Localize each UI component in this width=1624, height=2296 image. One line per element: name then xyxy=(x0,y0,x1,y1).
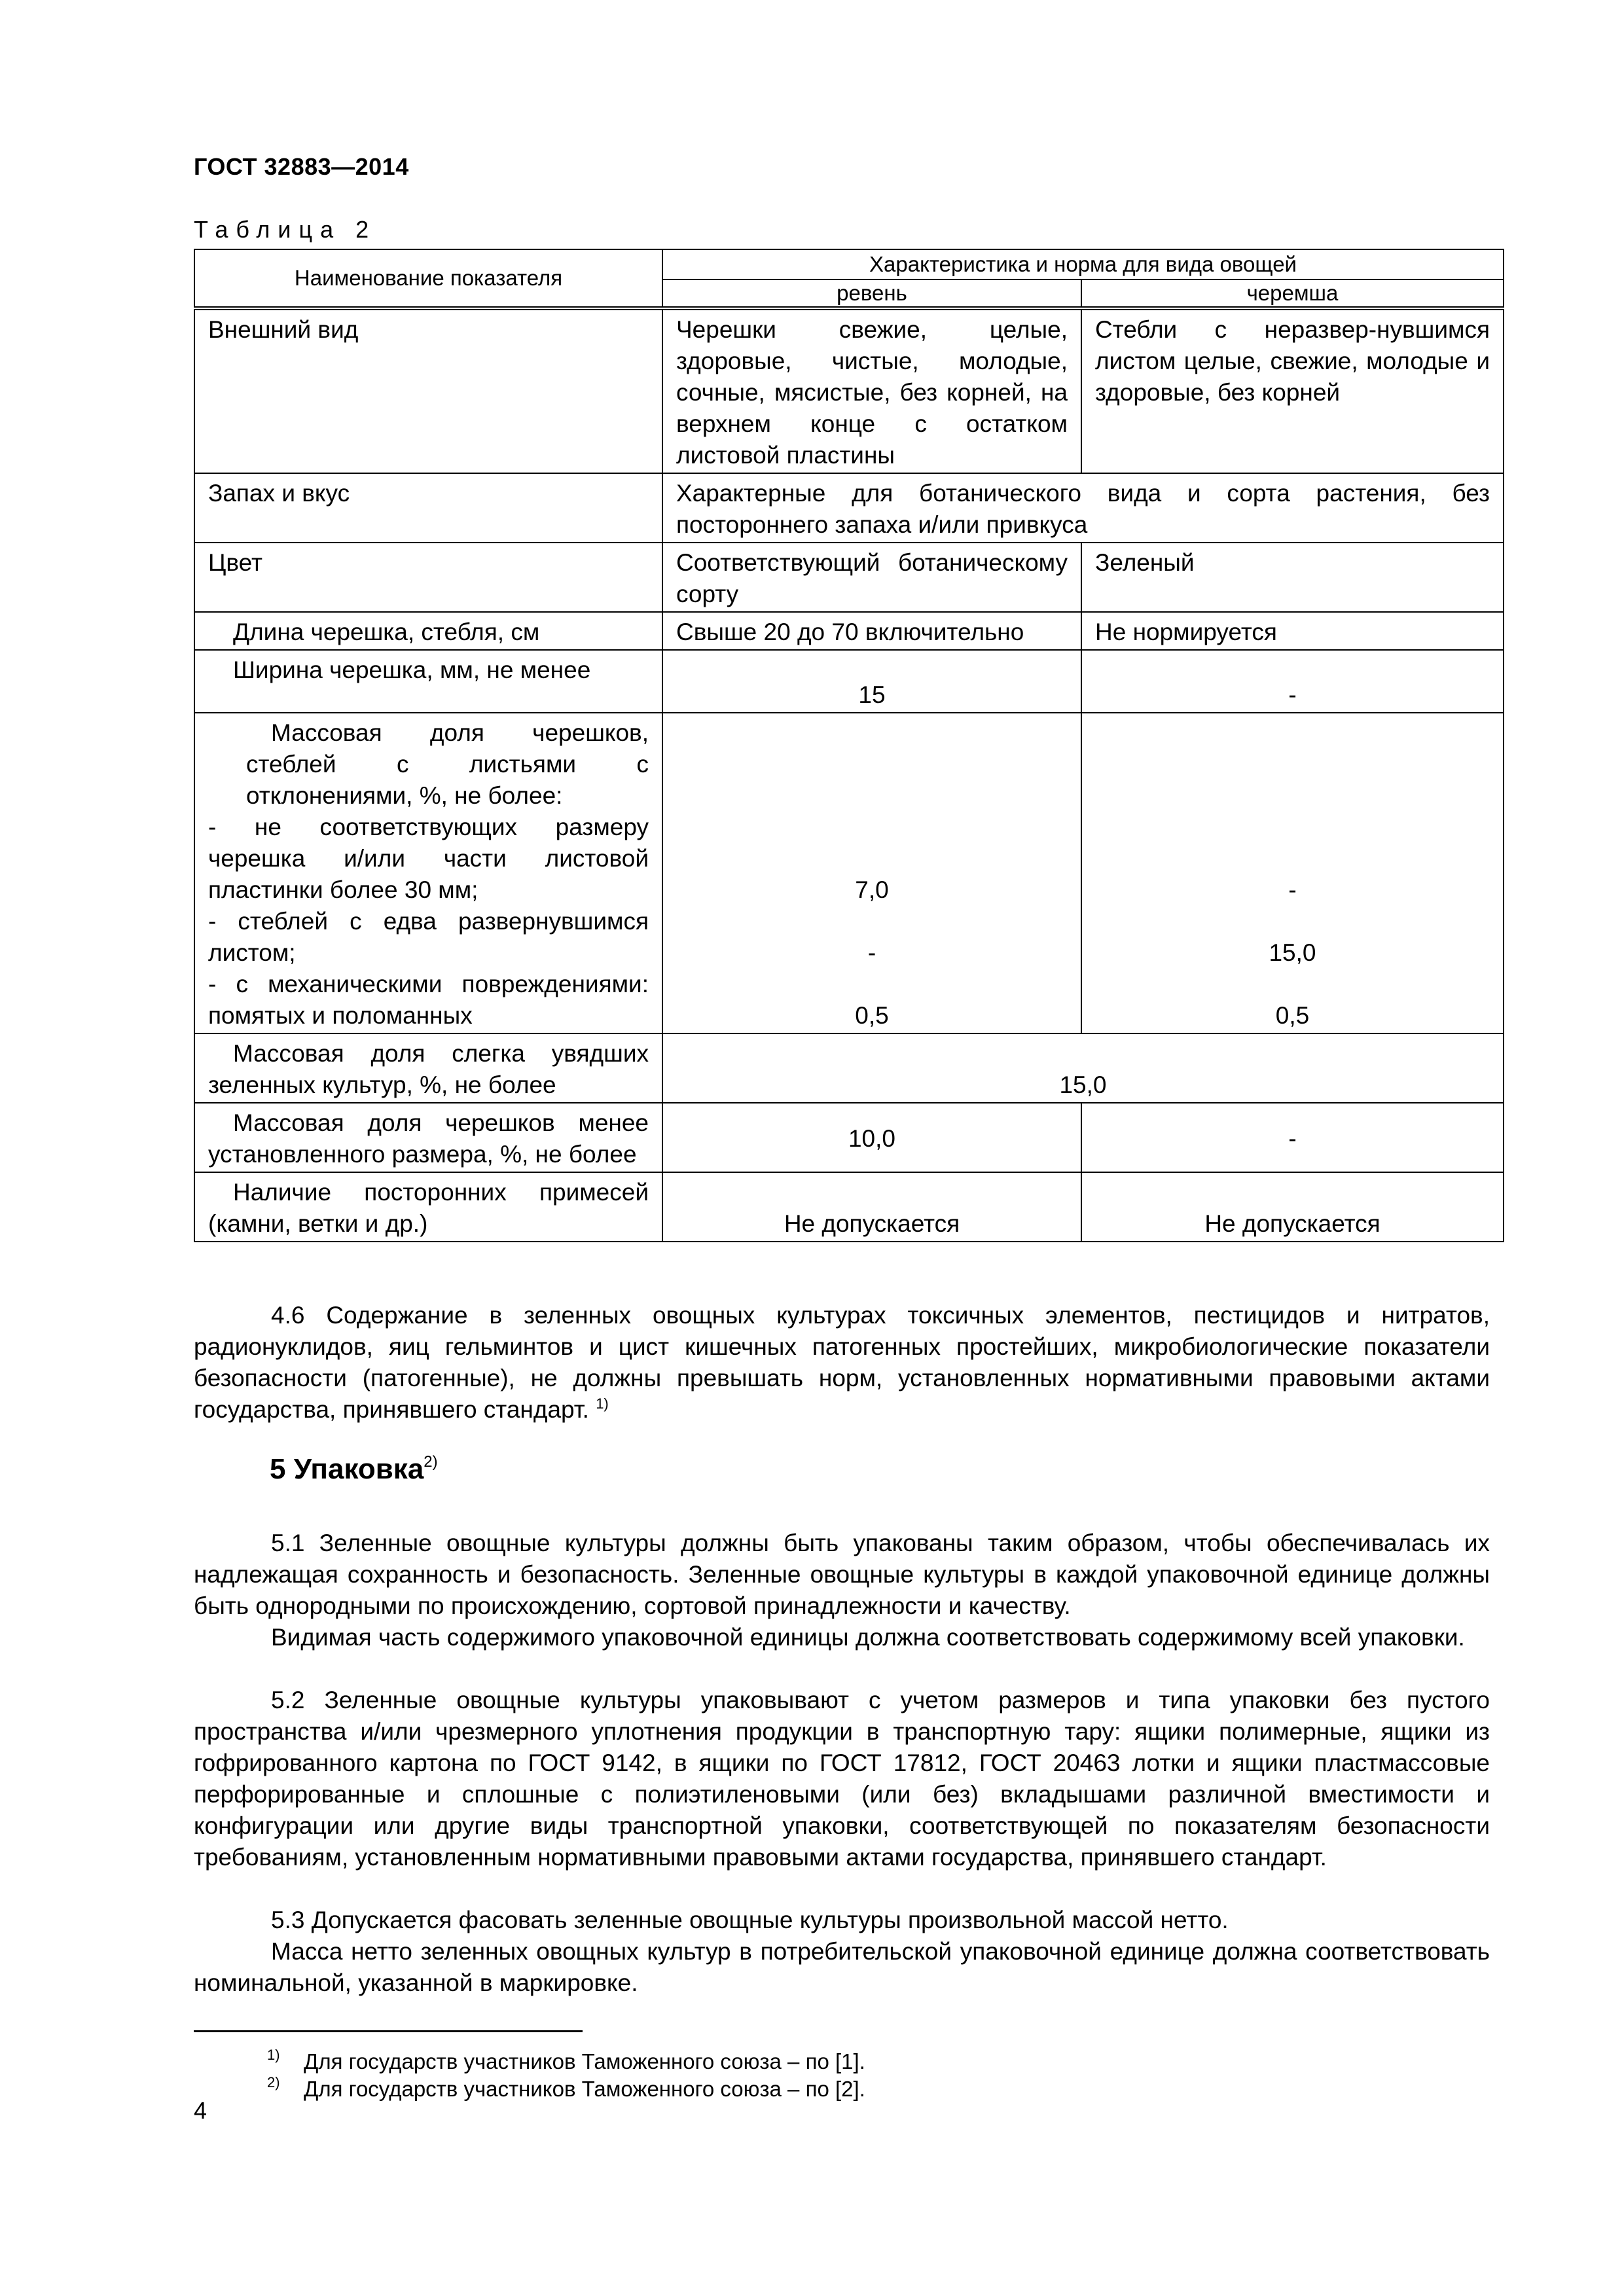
footnote-text: Для государств участников Таможенного союза – по [1]. xyxy=(304,2049,865,2073)
table-row xyxy=(194,543,1504,612)
row-shared-value: 15,0 xyxy=(662,1033,1504,1103)
row-sub-item: - не соответствующих размеру черешка и/или части листовой пластинки более 30 мм; xyxy=(208,814,649,903)
row-name-composite xyxy=(194,713,662,1033)
table-row xyxy=(194,473,1504,543)
paragraph-4-6 xyxy=(194,1300,1490,1426)
row-name: Ширина черешка, мм, не менее xyxy=(194,650,662,713)
paragraph-5-1-b: Видимая часть содержимого упаковочной единицы должна соответствовать содержимому всей упаковки. xyxy=(271,1624,1465,1651)
row-shared-value: Характерные для ботанического вида и сорта растения, без постороннего запаха и/или привкуса xyxy=(662,473,1504,543)
footnote-separator xyxy=(194,2030,583,2032)
footnote: 1) Для государств участников Таможенного союза – по [1]. xyxy=(267,2047,865,2073)
row-ramson-value: 0,5 xyxy=(1275,1002,1310,1029)
standard-header: ГОСТ 32883—2014 xyxy=(194,153,409,180)
paragraph-5-3: 5.3 Допускается фасовать зеленные овощные культуры произвольной массой нетто. xyxy=(271,1907,1229,1933)
row-sub-item: - стеблей с едва развернувшимся листом; xyxy=(208,908,649,966)
row-ramson-value: - xyxy=(1081,1103,1504,1172)
table-row xyxy=(194,612,1504,650)
footnote-ref: 1) xyxy=(596,1395,609,1412)
characteristics-table xyxy=(194,249,1504,1242)
row-ramson-values xyxy=(1081,713,1504,1033)
row-rhubarb-value: Черешки свежие, целые, здоровые, чистые, молодые, сочные, мясистые, без корней, на верхнем конце с остатком листовой пластины xyxy=(662,308,1081,473)
paragraph-5-1: 5.1 Зеленные овощные культуры должны быть упакованы таким образом, чтобы обеспечивалась их надлежащая сохранность и безопасность. Зеленные овощные культуры в каждой упаковочной единице должны быть однородными по происхождению, сортовой принадлежности и качеству. xyxy=(194,1530,1490,1619)
row-ramson-value: Не нормируется xyxy=(1081,612,1504,650)
section-title xyxy=(270,1453,438,1486)
row-ramson-value: - xyxy=(1288,876,1297,903)
header-characteristic-group: Характеристика и норма для вида овощей xyxy=(662,249,1504,279)
page-number: 4 xyxy=(194,2097,208,2124)
row-sub-item: - с механическими повреждениями: помятых и поломанных xyxy=(208,971,649,1029)
paragraph-5-2: 5.2 Зеленные овощные культуры упаковывают с учетом размеров и типа упаковки без пустого пространства и/или чрезмерного уплотнения продукции в транспортную тару: ящики полимерные, ящики из гофрированного картона по ГОСТ 9142, в ящики по ГОСТ 17812, ГОСТ 20463 лотки и ящики пластмассовые перфорированные и сплошные с полиэтиленовыми (или без) вкладышами различной вместимости и конфигурации или другие виды транспортной упаковки, соответствующей по показателям безопасности требованиям, установленным нормативными правовыми актами государства, принявшего стандарт. xyxy=(194,1687,1490,1871)
footnote-ref: 2) xyxy=(424,1453,438,1471)
row-name: Внешний вид xyxy=(194,308,662,473)
table-row xyxy=(194,308,1504,473)
row-rhubarb-value: 15 xyxy=(662,650,1081,713)
row-rhubarb-value: 0,5 xyxy=(855,1002,889,1029)
row-rhubarb-values xyxy=(662,713,1081,1033)
row-rhubarb-value: Соответствующий ботаническому сорту xyxy=(662,543,1081,612)
table-row xyxy=(194,713,1504,1033)
row-rhubarb-value: 10,0 xyxy=(662,1103,1081,1172)
footnote-text: Для государств участников Таможенного союза – по [2]. xyxy=(304,2077,865,2101)
row-name: Запах и вкус xyxy=(194,473,662,543)
row-name: Длина черешка, стебля, см xyxy=(194,612,662,650)
paragraph-text: 4.6 Содержание в зеленных овощных культурах токсичных элементов, пестицидов и нитратов, радионуклидов, яиц гельминтов и цист кишечных патогенных простейших, микробиологические показатели безопасности (патогенные), не должны превышать норм, установленных нормативными правовыми актами государства, принявшего стандарт. xyxy=(194,1302,1490,1423)
row-rhubarb-value: - xyxy=(867,939,876,966)
row-name: Наличие посторонних примесей (камни, ветки и др.) xyxy=(194,1172,662,1242)
row-ramson-value: Не допускается xyxy=(1081,1172,1504,1242)
row-rhubarb-value: Не допускается xyxy=(662,1172,1081,1242)
row-rhubarb-value: Свыше 20 до 70 включительно xyxy=(662,612,1081,650)
footnote: 2) Для государств участников Таможенного союза – по [2]. xyxy=(267,2074,865,2101)
header-rhubarb: ревень xyxy=(662,279,1081,308)
row-ramson-value: Стебли с неразвер-нувшимся листом целые, свежие, молодые и здоровые, без корней xyxy=(1081,308,1504,473)
row-name: Массовая доля черешков менее установленного размера, %, не более xyxy=(194,1103,662,1172)
table-row xyxy=(194,1033,1504,1103)
row-ramson-value: Зеленый xyxy=(1081,543,1504,612)
paragraph-5-3-b: Масса нетто зеленных овощных культур в потребительской упаковочной единице должна соответствовать номинальной, указанной в маркировке. xyxy=(194,1938,1490,1996)
row-ramson-value: 15,0 xyxy=(1269,939,1316,966)
table-caption: Таблица 2 xyxy=(194,216,377,243)
row-name: Цвет xyxy=(194,543,662,612)
row-rhubarb-value: 7,0 xyxy=(855,876,889,903)
table-row xyxy=(194,650,1504,713)
section-title-text: 5 Упаковка xyxy=(270,1453,424,1485)
header-indicator-name: Наименование показателя xyxy=(194,249,662,308)
table-row xyxy=(194,1103,1504,1172)
row-name: Массовая доля слегка увядших зеленных культур, %, не более xyxy=(194,1033,662,1103)
row-ramson-value: - xyxy=(1081,650,1504,713)
header-ramson: черемша xyxy=(1081,279,1504,308)
table-row xyxy=(194,1172,1504,1242)
row-name: Массовая доля черешков, стеблей с листьями с отклонениями, %, не более: xyxy=(246,719,649,809)
